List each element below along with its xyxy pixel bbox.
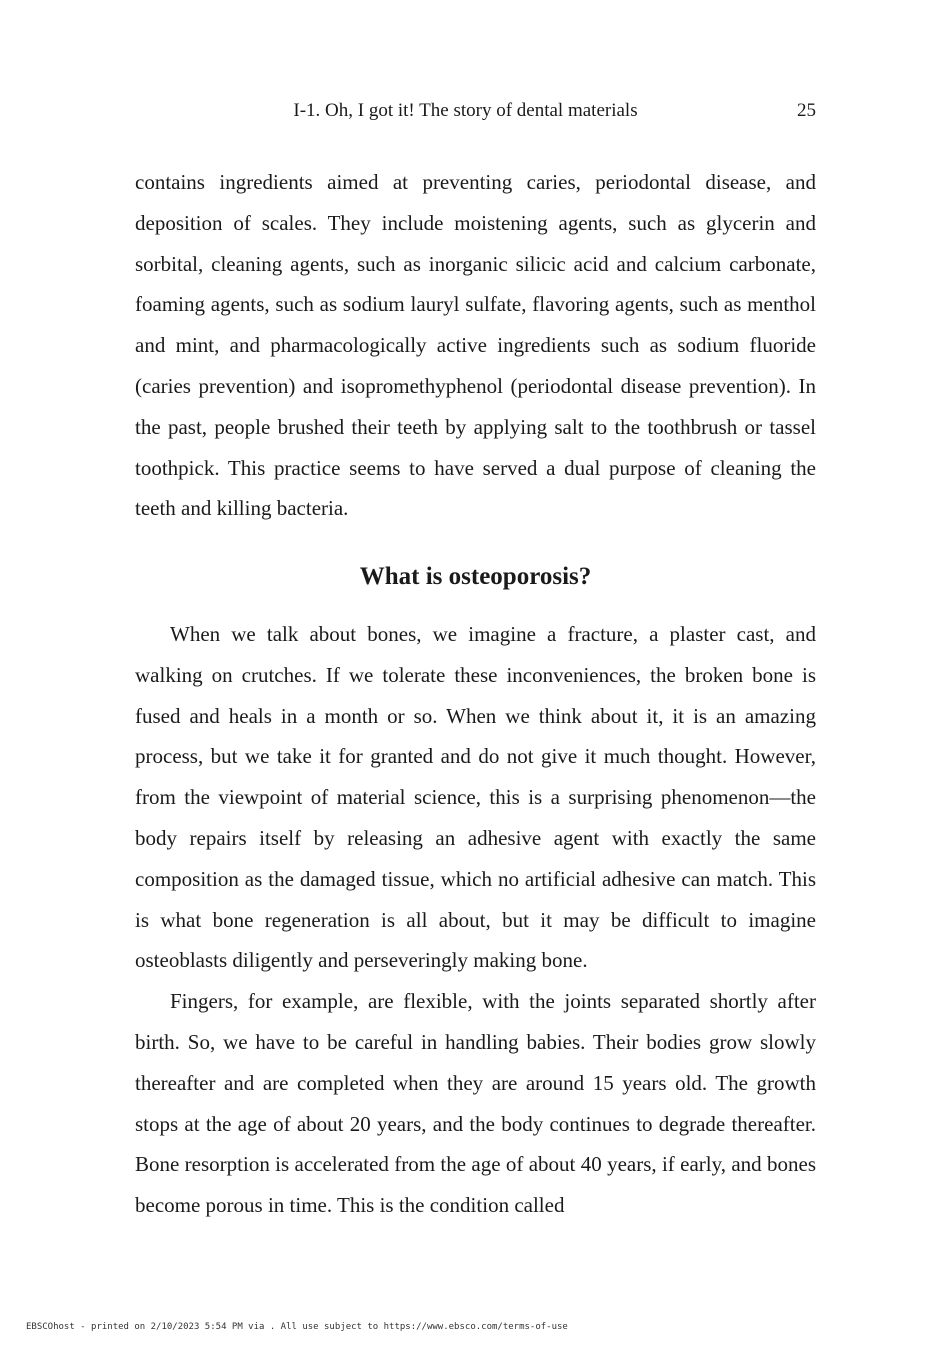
- continued-paragraph: contains ingredients aimed at preventing caries, periodontal disease, and deposition of scales. They include moistening agents, such as glycerin and sorbital, cleaning agents, such as inorganic silicic acid and calcium carbonate, foaming agents, such as sodium lauryl sulfate, flavoring agents, such as menthol and mint, and pharmacologically active ingredients such as sodium fluoride (caries prevention) and isopromethyphenol (periodontal disease prevention). In the past, people brushed their teeth by applying salt to the toothbrush or tassel toothpick. This practice seems to have served a dual purpose of cleaning the teeth and killing bacteria.: [135, 170, 816, 521]
- chapter-title: I-1. Oh, I got it! The story of dental materials: [293, 100, 638, 121]
- section-paragraph-1: When we talk about bones, we imagine a fracture, a plaster cast, and walking on crutches. If we tolerate these inconveniences, the broken bone is fused and heals in a month or so. When we think about it, it is an amazing process, but we take it for granted and do not give it much thought. However, from the viewpoint of material science, this is a surprising phenomenon—the body repairs itself by releasing an adhesive agent with exactly the same composition as the damaged tissue, which no artificial adhesive can match. This is what bone regeneration is all about, but it may be difficult to imagine osteoblasts diligently and perseveringly making bone.: [135, 622, 816, 973]
- section-paragraph-2: Fingers, for example, are flexible, with the joints separated shortly after birth. So, we have to be careful in handling babies. Their bodies grow slowly thereafter and are completed when they are around 15 years old. The growth stops at the age of about 20 years, and the body continues to degrade thereafter. Bone resorption is accelerated from the age of about 40 years, if early, and bones become porous in time. This is the condition called: [135, 989, 816, 1218]
- continued-paragraph-block: [135, 162, 816, 529]
- running-header: [135, 98, 816, 124]
- section-body: [135, 614, 816, 1226]
- page-number: 25: [797, 100, 816, 121]
- section-heading: What is osteoporosis?: [359, 563, 592, 590]
- print-footer-note: EBSCOhost - printed on 2/10/2023 5:54 PM via . All use subject to https://www.ebsco.com/terms-of-use: [26, 1322, 568, 1332]
